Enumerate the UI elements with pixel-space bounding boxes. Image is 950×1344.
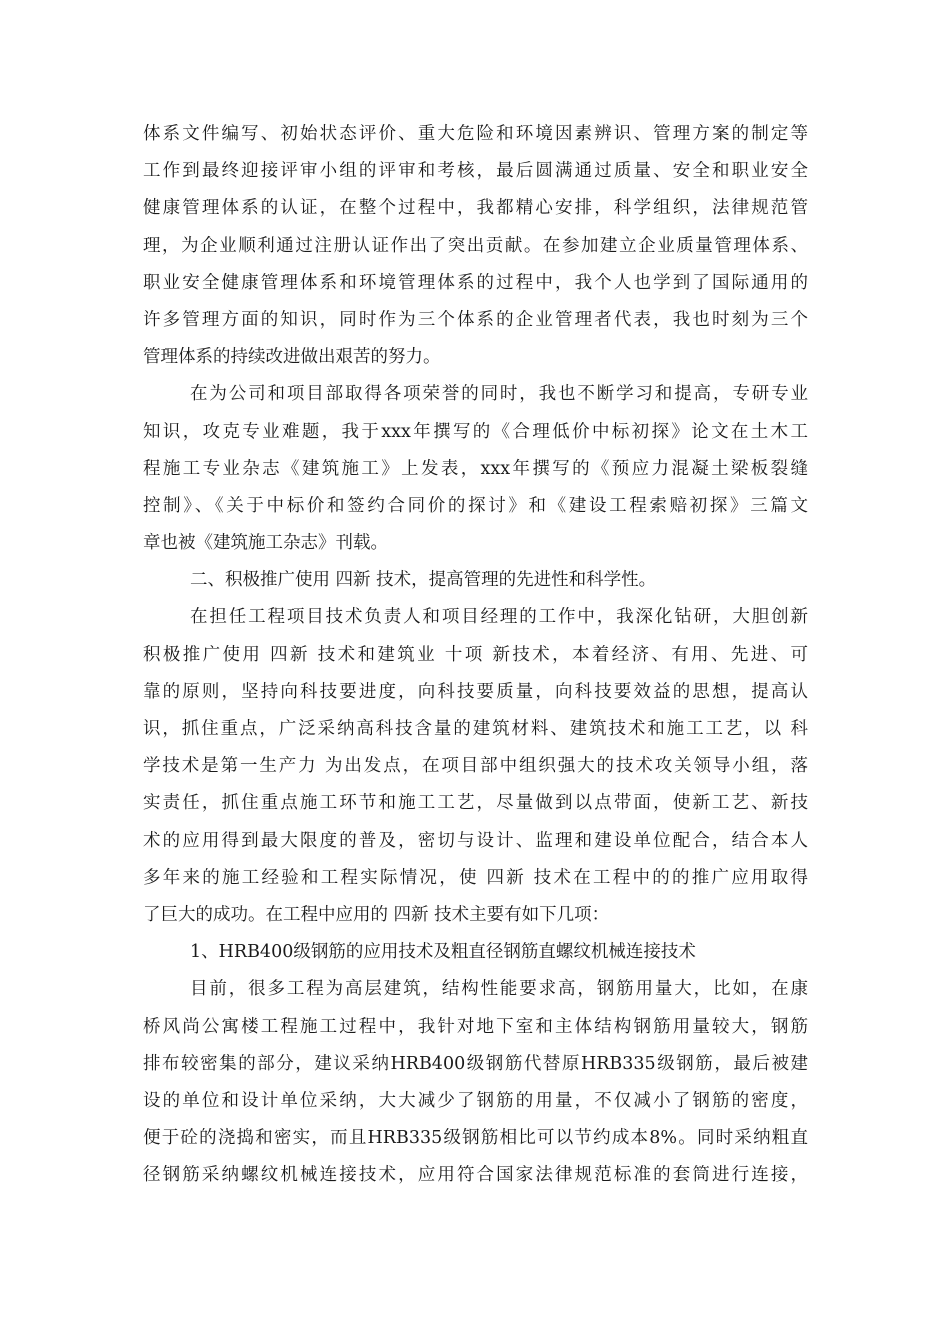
text-line: 理，为企业顺利通过注册认证作出了突出贡献。在参加建立企业质量管理体系、: [143, 235, 808, 256]
text-line: 了巨大的成功。在工程中应用的 四新 技术主要有如下几项：: [143, 904, 610, 925]
text-line: 识，抓住重点，广泛采纳高科技含量的建筑材料、建筑技术和施工工艺，以 科: [143, 719, 808, 739]
text-line: 设的单位和设计单位采纳，大大减少了钢筋的用量，不仅减小了钢筋的密度，: [143, 1090, 808, 1111]
text-line: 体系文件编写、初始状态评价、重大危险和环境因素辨识、管理方案的制定等: [143, 124, 808, 144]
text-line: 排布较密集的部分，建议采纳HRB400级钢筋代替原HRB335级钢筋，最后被建: [143, 1053, 808, 1074]
text-line: 控制》、《关于中标价和签约合同价的探讨》和《建设工程索赔初探》三篇文: [143, 495, 808, 516]
text-line: 管理体系的持续改进做出艰苦的努力。: [143, 347, 441, 368]
text-line: 在担任工程项目技术负责人和项目经理的工作中，我深化钻研，大胆创新: [190, 607, 808, 628]
text-line: 健康管理体系的认证，在整个过程中，我都精心安排，科学组织，法律规范管: [143, 198, 808, 219]
text-line: 1、HRB400级钢筋的应用技术及粗直径钢筋直螺纹机械连接技术: [190, 942, 696, 963]
text-line: 职业安全健康管理体系和环境管理体系的过程中，我个人也学到了国际通用的: [143, 272, 808, 293]
text-line: 术的应用得到最大限度的普及，密切与设计、监理和建设单位配合，结合本人: [143, 830, 808, 851]
text-line: 目前，很多工程为高层建筑，结构性能要求高，钢筋用量大，比如，在康: [190, 979, 808, 1000]
text-line: 靠的原则，坚持向科技要进度，向科技要质量，向科技要效益的思想，提高认: [143, 681, 808, 702]
text-line: 章也被《建筑施工杂志》刊载。: [143, 533, 388, 554]
text-line: 径钢筋采纳螺纹机械连接技术，应用符合国家法律规范标准的套筒进行连接，: [143, 1165, 808, 1186]
text-line: 积极推广使用 四新 技术和建筑业 十项 新技术，本着经济、有用、先进、可: [143, 644, 808, 665]
text-line: 许多管理方面的知识，同时作为三个体系的企业管理者代表，我也时刻为三个: [143, 309, 808, 330]
text-line: 知识，攻克专业难题，我于xxx年撰写的《合理低价中标初探》论文在土木工: [143, 421, 808, 442]
text-line: 实责任，抓住重点施工环节和施工工艺，尽量做到以点带面，使新工艺、新技: [143, 793, 808, 814]
text-line: 多年来的施工经验和工程实际情况，使 四新 技术在工程中的的推广应用取得: [143, 867, 808, 888]
text-line: 程施工专业杂志《建筑施工》上发表，xxx年撰写的《预应力混凝土梁板裂缝: [143, 458, 808, 479]
text-line: 便于砼的浇捣和密实，而且HRB335级钢筋相比可以节约成本8%。同时采纳粗直: [143, 1128, 808, 1149]
text-line: 二、积极推广使用 四新 技术，提高管理的先进性和科学性。: [190, 570, 657, 591]
document-body: [143, 116, 808, 1194]
text-line: 桥风尚公寓楼工程施工过程中，我针对地下室和主体结构钢筋用量较大，钢筋: [143, 1016, 808, 1037]
text-line: 学技术是第一生产力 为出发点，在项目部中组织强大的技术攻关领导小组，落: [143, 756, 808, 777]
text-line: 在为公司和项目部取得各项荣誉的同时，我也不断学习和提高，专研专业: [190, 384, 808, 405]
text-line: 工作到最终迎接评审小组的评审和考核，最后圆满通过质量、安全和职业安全: [143, 161, 808, 182]
